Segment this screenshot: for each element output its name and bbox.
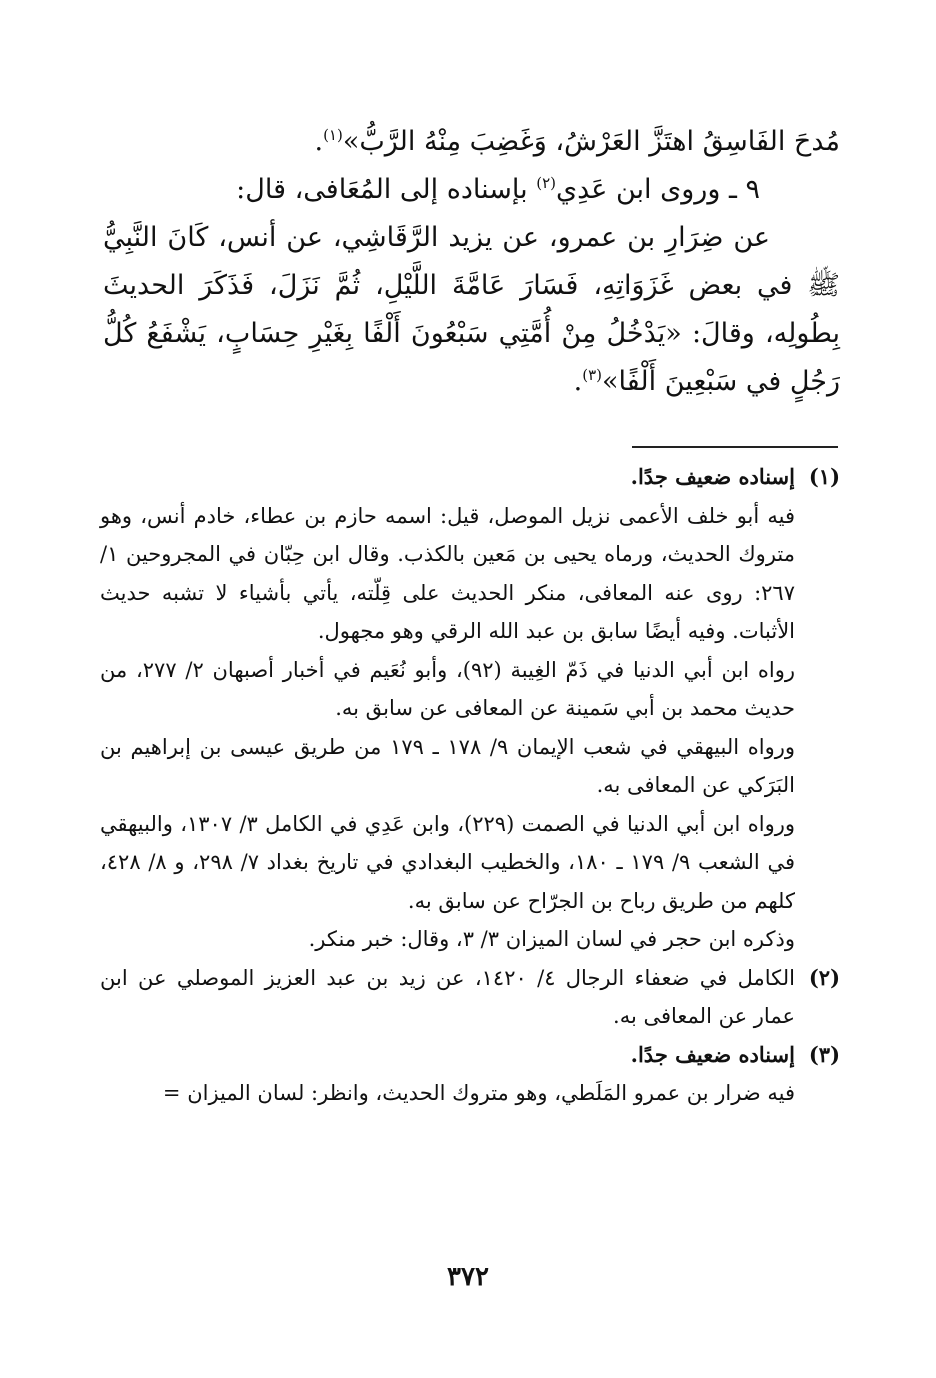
hadith-9-text-b: بإسناده إلى المُعَافى، قال: <box>236 174 528 205</box>
footnote-paragraph: الكامل في ضعفاء الرجال ٤/ ١٤٢٠، عن زيد بن عبد العزيز الموصلي عن ابن عمار عن المعافى به. <box>100 965 795 1028</box>
footnote-ref-2: (٢) <box>536 174 556 192</box>
footnote-heading: إسناده ضعيف جدًا. <box>630 464 795 489</box>
page-number: ٣٧٢ <box>447 1262 489 1292</box>
hadith-9-matn <box>103 214 840 406</box>
footnote-3 <box>100 1036 840 1113</box>
footnote-paragraph: فيه أبو خلف الأعمى نزيل الموصل، قيل: اسمه حازم بن عطاء، خادم أنس، وهو متروك الحديث، ورماه يحيى بن مَعين بالكذب. وقال ابن حِبّان في المجروحين ١/ ٢٦٧: روى عنه المعافى، منكر الحديث على قِلّته، يأتي بأشياء لا تشبه حديث الأثبات. وفيه أيضًا سابق بن عبد الله الرقي وهو مجهول. <box>100 503 795 643</box>
footnote-1 <box>100 458 840 959</box>
footnote-heading: إسناده ضعيف جدًا. <box>630 1041 795 1067</box>
hadith-ending-text: مُدحَ الفَاسِقُ اهتَزَّ العَرْشُ، وَغَضِبَ مِنْهُ الرَّبُّ» <box>342 126 840 157</box>
footnote-paragraph: ورواه ابن أبي الدنيا في الصمت (٢٢٩)، وابن عَدِي في الكامل ٣/ ١٣٠٧، والبيهقي في الشعب ٩/ ١٧٩ ـ ١٨٠، والخطيب البغدادي في تاريخ بغداد ٧/ ٢٩٨، و ٨/ ٤٢٨، كلهم من طريق رباح بن الجرّاح عن سابق به. <box>100 811 795 913</box>
footnote-ref-3: (٣) <box>582 366 603 384</box>
footnote-divider <box>632 446 838 448</box>
footnote-number: (٢) <box>808 964 840 990</box>
footnote-number: (٣) <box>808 1041 840 1067</box>
hadith-matn-text: عن ضِرَارِ بن عمرو، عن يزيد الرَّقَاشِي، عن أنس، كَانَ النَّبِيُّ ﷺ في بعض غَزَوَاتِهِ، فَسَارَ عَامَّةَ اللَّيْلِ، ثُمَّ نَزَلَ، فَذَكَرَ الحديثَ بِطُولِه، وقالَ: «يَدْخُلُ مِنْ أُمَّتِي سَبْعُونَ أَلْفًا بِغَيْرِ حِسَابٍ، يَشْفَعُ كُلُّ رَجُلٍ في سَبْعِينَ أَلْفًا» <box>103 222 840 397</box>
hadith-9-intro <box>103 166 840 214</box>
footnotes <box>100 458 840 1113</box>
line-end-period: . <box>314 126 324 157</box>
footnote-number: (١) <box>808 464 840 489</box>
footnote-ref-1: (١) <box>323 126 343 144</box>
matn-end-period: . <box>573 366 583 397</box>
main-text <box>103 118 840 406</box>
footnote-paragraph: فيه ضرار بن عمرو المَلَطي، وهو متروك الحديث، وانظر: لسان الميزان = <box>162 1081 795 1105</box>
hadith-number: ٩ ـ <box>728 174 760 205</box>
footnote-paragraph: وذكره ابن حجر في لسان الميزان ٣/ ٣، وقال: خبر منكر. <box>308 927 795 951</box>
footnote-paragraph: رواه ابن أبي الدنيا في ذَمّ الغِيبة (٩٢)، وأبو نُعَيم في أخبار أصبهان ٢/ ٢٧٧، من حديث محمد بن أبي سَمينة عن المعافى عن سابق به. <box>100 657 796 720</box>
footnote-paragraph: ورواه البيهقي في شعب الإيمان ٩/ ١٧٨ ـ ١٧٩ من طريق عيسى بن إبراهيم بن البَرَكي عن المعافى به. <box>100 734 795 797</box>
main-text-line-1 <box>103 118 840 166</box>
hadith-9-text-a: وروى ابن عَدِي <box>555 174 721 205</box>
footnote-2 <box>100 959 840 1036</box>
